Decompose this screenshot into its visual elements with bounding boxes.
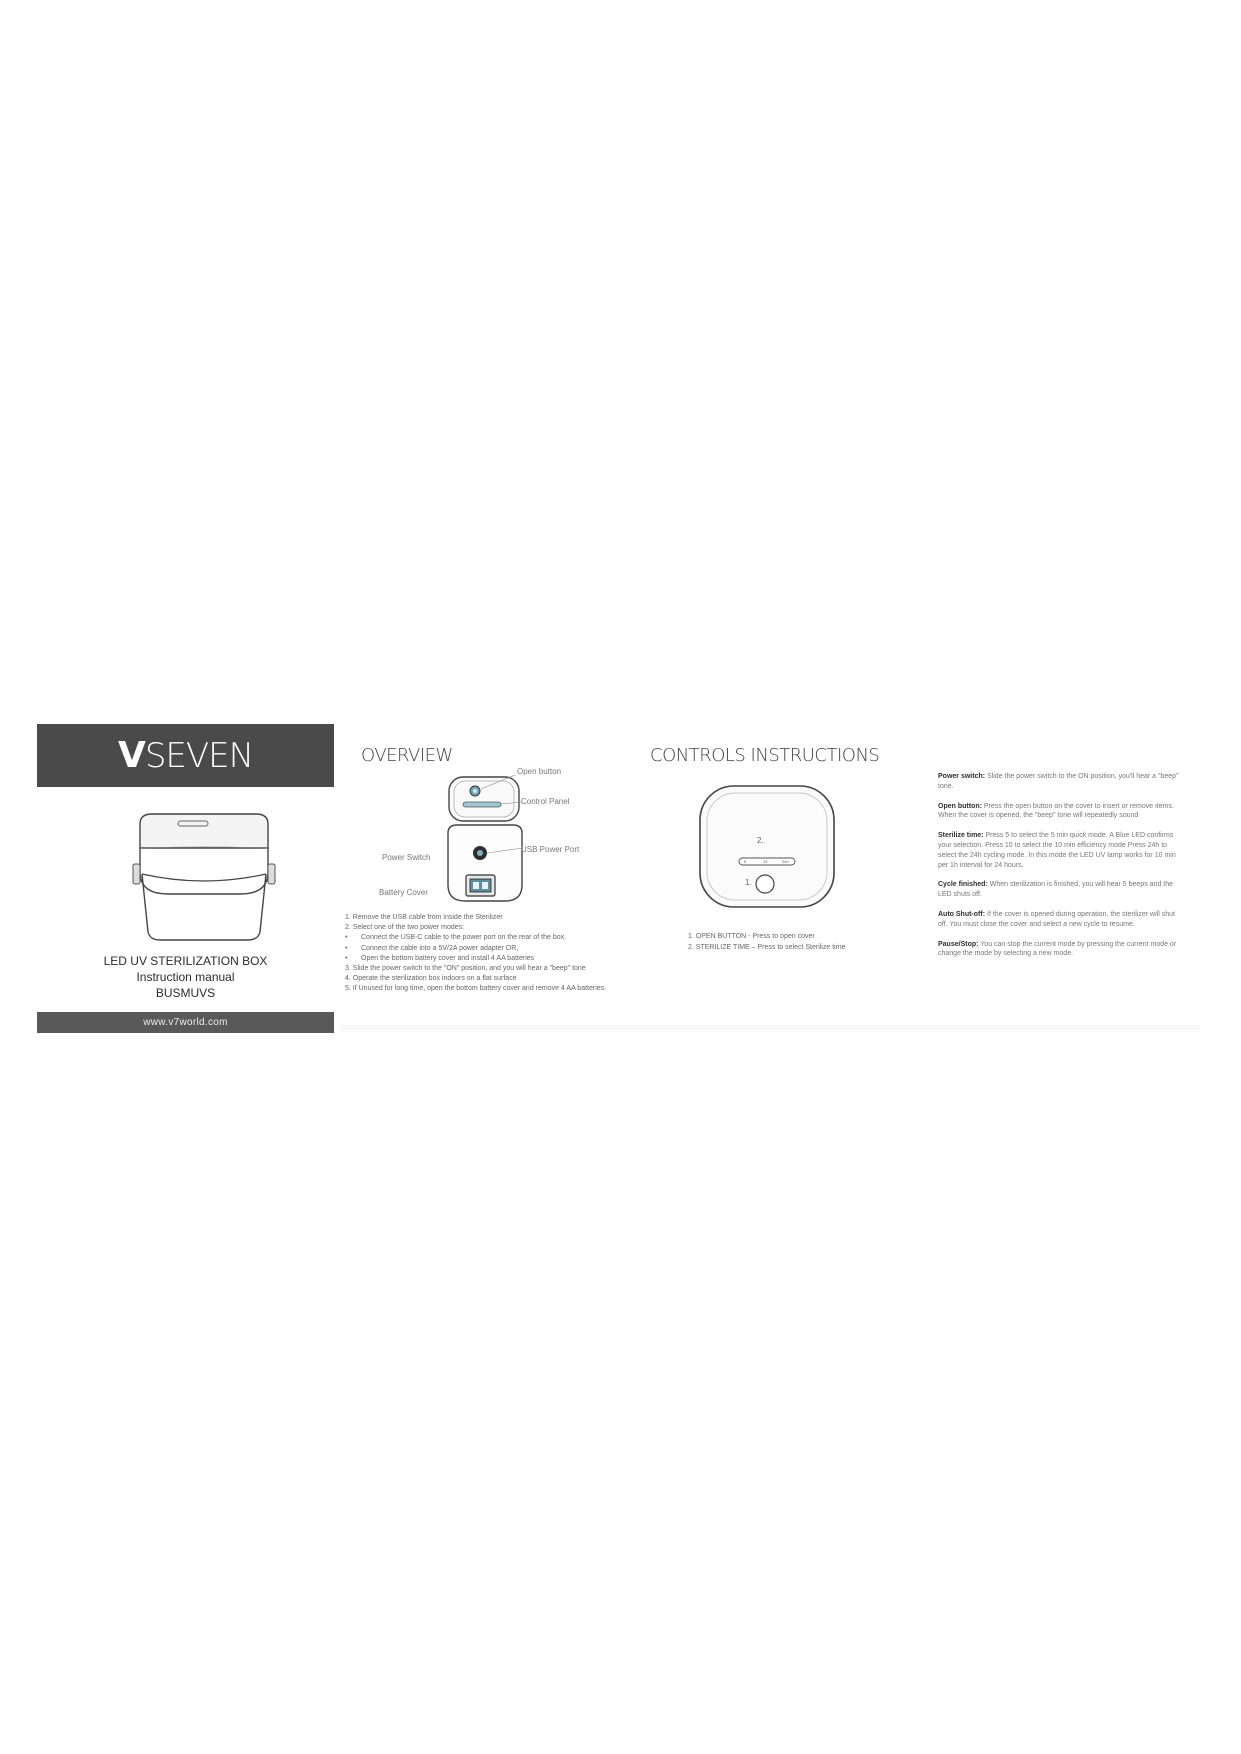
instruction-details (938, 772, 1186, 969)
brand-logo (37, 734, 334, 778)
mode-10-button: 10 (763, 859, 768, 864)
instr-label: Auto Shut-off: (938, 910, 986, 918)
step-3: 3. Slide the power switch to the "ON" position, and you will hear a "beep" tone (345, 965, 586, 973)
label-sterilize-time-number: 2. (757, 836, 764, 845)
callout-usb-power-port: USB Power Port (521, 845, 580, 854)
instr-auto-shutoff (938, 910, 1186, 930)
website-footer: www.v7world.com (37, 1012, 334, 1033)
step-2-option-adapter: • Connect the cable into a 5V/2A power adapter OR, (345, 944, 615, 954)
instr-open-button (938, 802, 1186, 822)
instr-label: Sterilize time: (938, 832, 984, 840)
step-1: 1. Remove the USB cable from inside the Sterilizer (345, 914, 503, 921)
logo-v-mark: V (117, 735, 145, 776)
instr-text: Press the open button on the cover to insert or remove items. When the cover is opened, the "beep" tone will repeatedly sound (938, 802, 1174, 820)
callout-control-panel: Control Panel (521, 797, 570, 806)
instr-sterilize-time (938, 831, 1186, 870)
model-number: BUSMUVS (155, 986, 216, 1000)
product-title: LED UV STERILIZATION BOX (103, 954, 268, 968)
step-2-option-batteries: • Open the bottom battery cover and install 4 AA batteries (345, 954, 615, 964)
manual-subtitle: Instruction manual (136, 970, 235, 984)
step-4: 4. Operate the sterilization box indoors on a flat surface (345, 975, 517, 983)
controls-title: CONTROLS INSTRUCTIONS (650, 745, 880, 766)
mode-5-button: 5 (744, 859, 747, 864)
instr-text: If the cover is opened during operation, the sterilizer will shut off. You must close the cover and select a new cycle to resume. (938, 910, 1175, 928)
callout-open-button: Open button (517, 767, 562, 776)
instr-text: Press 5 to select the 5 min quick mode. A Blue LED confirms your selection. Press 10 to select the 10 min efficiency mode Press 24h to select the 24h cycling mode. In this mode the LED UV lamp works for 10 min per 1h interval for 24 hours. (938, 832, 1176, 869)
controls-list (688, 932, 845, 953)
control-item-sterilize: 2. STERILIZE TIME – Press to select Sterilize time (688, 943, 846, 951)
instr-text: Slide the power switch to the ON position, you'll hear a "beep" tone. (938, 773, 1179, 790)
instr-label: Open button: (938, 802, 982, 810)
overview-diagram (445, 775, 527, 905)
instr-label: Power switch: (938, 773, 986, 780)
overview-steps (345, 913, 615, 995)
instr-power-switch (938, 772, 1186, 792)
product-illustration (130, 812, 278, 944)
control-item-open: 1. OPEN BUTTON - Press to open cover (688, 933, 815, 940)
step-5: 5. If Unused for long time, open the bottom battery cover and remove 4 AA batteries. (345, 985, 607, 993)
mode-24h-button: 24h (782, 859, 789, 864)
cover-title-block (37, 953, 334, 1001)
instr-text: When sterilization is finished, you will hear 5 beeps and the LED shuts off. (938, 881, 1174, 899)
control-panel-diagram (697, 783, 837, 910)
page-bottom-shadow (340, 1025, 1200, 1035)
step-2: 2. Select one of the two power modes: (345, 924, 465, 932)
callout-power-switch: Power Switch (382, 853, 431, 862)
instr-label: Cycle finished: (938, 881, 988, 889)
instr-pause-stop (938, 940, 1186, 960)
logo-text: SEVEN (144, 736, 254, 776)
overview-title: OVERVIEW (361, 745, 453, 766)
step-2-option-usb: • Connect the USB-C cable to the power port on the rear of the box. (345, 933, 615, 943)
instr-text: You can stop the current mode by pressing the current mode or change the mode by selecting a new mode. (938, 940, 1177, 958)
instr-label: Pause/Stop: (938, 940, 979, 948)
callout-battery-cover: Battery Cover (379, 888, 428, 897)
instr-cycle-finished (938, 880, 1186, 900)
label-open-button-number: 1. (745, 878, 752, 887)
